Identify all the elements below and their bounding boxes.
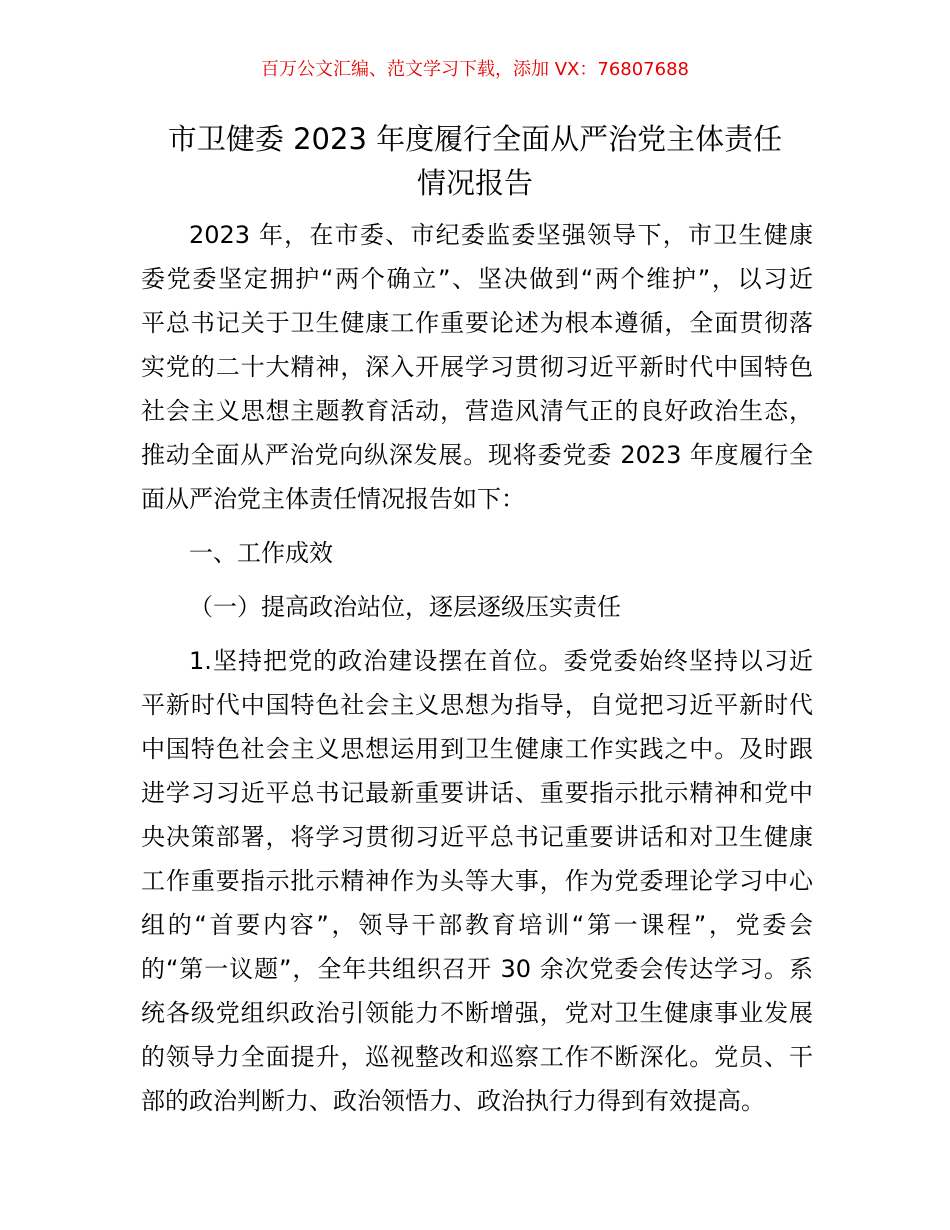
subsection-heading: （一）提高政治站位，逐层逐级压实责任 [189,593,621,621]
paragraph-line: 统各级党组织政治引领能力不断增强，党对卫生健康事业发展 [141,999,813,1027]
paragraph-line: 社会主义思想主题教育活动，营造风清气正的良好政治生态， [141,397,813,425]
section-heading: 一、工作成效 [189,539,333,567]
paragraph-line: 推动全面从严治党向纵深发展。现将委党委 2023 年度履行全 [141,441,813,469]
paragraph-line: 平总书记关于卫生健康工作重要论述为根本遵循，全面贯彻落 [141,309,813,337]
header-note: 百万公文汇编、范文学习下载，添加 VX：76807688 [261,59,689,80]
paragraph-line: 的“第一议题”，全年共组织召开 30 余次党委会传达学习。系 [141,955,813,983]
document-title [0,117,950,205]
paragraph-line: 组的“首要内容”，领导干部教育培训“第一课程”，党委会 [141,911,813,939]
paragraph-line: 的领导力全面提升，巡视整改和巡察工作不断深化。党员、干 [141,1043,813,1071]
paragraph-line: 1.坚持把党的政治建设摆在首位。委党委始终坚持以习近 [189,647,813,675]
title-line-1: 市卫健委 2023 年度履行全面从严治党主体责任 [167,122,783,156]
title-line-2: 情况报告 [416,166,533,200]
paragraph-line: 工作重要指示批示精神作为头等大事，作为党委理论学习中心 [141,867,813,895]
paragraph-line: 部的政治判断力、政治领悟力、政治执行力得到有效提高。 [141,1087,765,1115]
paragraph-line: 央决策部署，将学习贯彻习近平总书记重要讲话和对卫生健康 [141,823,813,851]
intro-paragraph [141,213,813,521]
paragraph-line: 进学习习近平总书记最新重要讲话、重要指示批示精神和党中 [141,779,813,807]
paragraph-line: 中国特色社会主义思想运用到卫生健康工作实践之中。及时跟 [141,735,813,763]
paragraph-line: 委党委坚定拥护“两个确立”、坚决做到“两个维护”，以习近 [141,265,813,293]
paragraph-line: 2023 年，在市委、市纪委监委坚强领导下，市卫生健康 [189,221,813,249]
paragraph-line: 实党的二十大精神，深入开展学习贯彻习近平新时代中国特色 [141,353,813,381]
document-body [141,213,813,1123]
paragraph-line: 面从严治党主体责任情况报告如下： [141,485,525,513]
section-paragraph [141,639,813,1123]
paragraph-line: 平新时代中国特色社会主义思想为指导，自觉把习近平新时代 [141,691,813,719]
